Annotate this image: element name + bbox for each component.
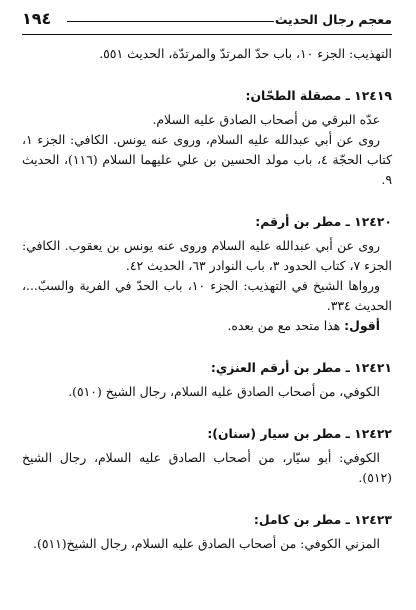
entry-paragraph: روى عن أبي عبدالله عليه السلام وروى عنه يونس بن يعقوب. الكافي: الجزء ٧، كتاب الحدود ٣، باب النوادر ٦٣، الحديث ٤٢. — [22, 238, 392, 273]
book-title: معجم رجال الحديث — [274, 12, 392, 27]
note-text: هذا متحد مع من بعده. — [227, 318, 345, 333]
entry-paragraph: الكوفي: أبو سيّار، من أصحاب الصادق عليه السلام، رجال الشيخ (٥١٢). — [22, 450, 392, 485]
entry-12419 — [22, 86, 392, 190]
entry-12423 — [22, 510, 392, 554]
page-number: ١٩٤ — [22, 9, 52, 28]
entry-paragraph: روى عن أبي عبدالله عليه السلام، وروى عنه يونس. الكافي: الجزء ١، كتاب الحجّة ٤، باب مولد الحسين بن علي عليهما السلام (١١٦)، الحديث ٩. — [22, 132, 393, 187]
running-header — [22, 9, 392, 35]
entry-paragraph: ورواها الشيخ في التهذيب: الجزء ١٠، باب الحدّ في الفرية والسبّ...، الحديث ٣٣٤. — [22, 278, 392, 313]
entry-paragraph: عدّه البرقي من أصحاب الصادق عليه السلام. — [152, 112, 380, 127]
entry-heading: ١٢٤٢٠ ـ مطر بن أرقم: — [255, 214, 392, 229]
entry-note — [22, 316, 392, 336]
entry-heading: ١٢٤٢١ ـ مطر بن أرقم العنزي: — [210, 360, 392, 375]
header-rule — [67, 21, 274, 22]
entry-12420 — [22, 212, 392, 336]
entry-12422 — [22, 424, 392, 488]
page-body — [22, 44, 392, 554]
entry-12421 — [22, 358, 392, 402]
intro-line: التهذيب: الجزء ١٠، باب حدّ المرتدّ والمرتدّة، الحديث ٥٥١. — [99, 46, 392, 61]
entry-heading: ١٢٤١٩ ـ مصقلة الطحّان: — [245, 88, 392, 103]
entry-heading: ١٢٤٢٢ ـ مطر بن سيار (سنان): — [207, 426, 392, 441]
note-label: أقول: — [344, 318, 380, 333]
entry-heading: ١٢٤٢٣ ـ مطر بن كامل: — [253, 512, 392, 527]
entry-paragraph: الكوفي، من أصحاب الصادق عليه السلام، رجال الشيخ (٥١٠). — [68, 384, 380, 399]
entry-paragraph: المزني الكوفي: من أصحاب الصادق عليه السلام، رجال الشيخ(٥١١). — [33, 536, 380, 551]
